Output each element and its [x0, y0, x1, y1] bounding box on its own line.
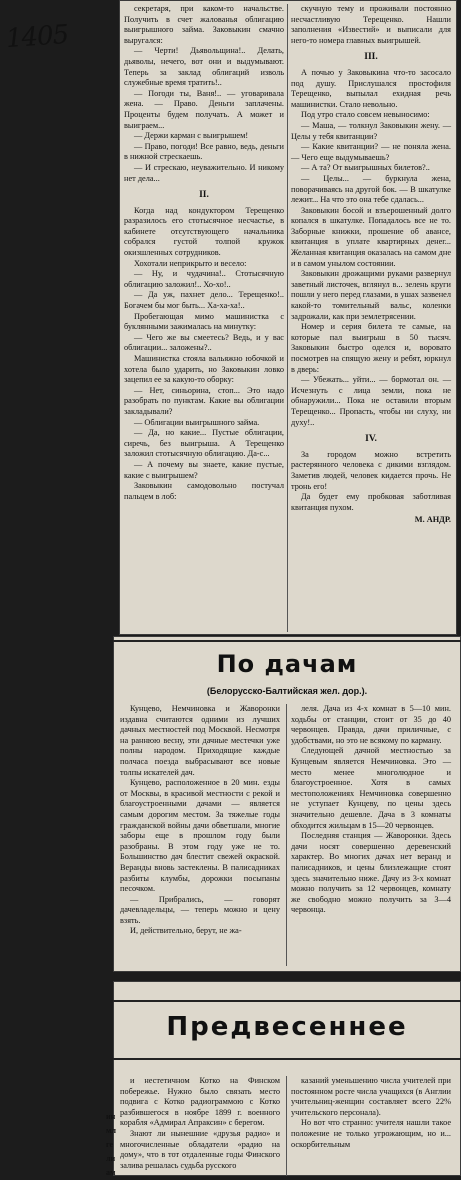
- paragraph: — Убежать... уйти... — бормотал он. — Исчезнуть с лица земли, пока не обнаружили... Пока не оставили вторым Терещенко... Пропасть, чтобы ни слуху, ни духу!..: [291, 375, 451, 427]
- paragraph: скучную тему и проживали постоянно несчастливую Терещенко. Нашли заполнения «Известий» и выписали для него-то номера главных выигрышей.: [291, 4, 451, 45]
- paragraph: — Право, погоди! Все равно, ведь, деньги в нижной стрескаешь.: [124, 141, 284, 162]
- article-subtitle: (Белорусско-Балтийская жел. дор.).: [206, 686, 368, 696]
- paragraph: Заковыкин босой и взъерошенный долго копался в шкатулке. Попадалось все не то. Заборные книжки, прошение об авансе, квитанция в уплате квартирных денег... Желанная квитанция оказалась на самом дне и в самом унылом состоянии.: [291, 205, 451, 268]
- paragraph: Номер и серия билета те самые, на которые пал выигрыш в 50 тысяч. Заковыкин быстро оделся и, воровато посмотрев на спящую жену и ребят, юркнул в дверь:: [291, 322, 451, 374]
- paragraph: Заковыкин дрожащими руками развернул заветный листочек, вглянул в... зелень круги пошли у него перед глазами, в ушах зазвенел какой-то томительный вальс, коленки задрожали, как при землетрясении.: [291, 269, 451, 321]
- section-number: III.: [364, 52, 378, 63]
- section-number: IV.: [365, 434, 377, 445]
- paragraph: — А та? От выигрышных билетов?..: [301, 163, 430, 173]
- adjacent-column-fragment: [106, 1110, 116, 1180]
- paragraph: — А почему вы знаете, какие пустые, какие с выигрышем?: [124, 459, 284, 480]
- paragraph: Знают ли нынешние «друзья радио» и многочисленные обладатели «радио на дому», что в тот отдаленные годы Финского залива решалась судьба русского: [120, 1128, 280, 1170]
- paragraph: — Прибрались, — говорят дачевладельцы, — теперь можно и цену взять.: [120, 894, 280, 925]
- paragraph: Под утро стало совсем невыносимо:: [301, 110, 430, 120]
- paragraph: Да будет ему пробковая заботливая квитанция пухом.: [291, 492, 451, 512]
- paragraph: Заковыкин самодовольно постучал пальцем в лоб:: [124, 481, 284, 501]
- paragraph: Кунцево, Немчиновка и Жаворонки издавна считаются одними из лучших дачных местностей под Москвой. Несмотря на раннюю весну, эти дачные местечки уже полны народом. Приходящие каждые полчаса поезда выбрасывают все новые толпы искателей дач.: [120, 704, 280, 777]
- section-number: II.: [199, 190, 209, 201]
- article-column-left: [120, 1076, 280, 1171]
- paragraph: Но вот что странно: учителя нашли такое положение не только угрожающим, но и... оскорбительным: [291, 1118, 451, 1149]
- article-column-right: [291, 704, 451, 916]
- fragment-text: ам: [106, 1168, 116, 1177]
- paragraph: Последняя станция — Жаворонки. Здесь дачи носят совершенно деревенский характер. Во многих дачах нет веранд и палисадников, и цены близлежащие стоят здесь значительно ниже. Дачу из 3-х комнат можно получить за 12 червонцев, комнату же свободно можно получить за 3—4 червонца.: [291, 831, 451, 915]
- paragraph: — Да уж, пахнет дело... Терещенко!.. Богачем бы мог быть... Ха-ха-ха!..: [124, 290, 284, 311]
- paragraph: — Да, но какие... Пустые облигации, сиречь, без выигрыша. А Терещенко заложил стотысячную облигацию. Да-с...: [124, 428, 284, 459]
- section-rule: [113, 1000, 461, 1002]
- paragraph: — Ну, и чудачина!.. Стотысячную облигацию заложил!.. Хо-хо!..: [124, 269, 284, 289]
- article-title: По дачам: [216, 650, 358, 678]
- paragraph: — И стрескаю, неуважительно. И никому нет дела...: [124, 162, 284, 183]
- paragraph: Пробегающая мимо машинистка с буклянными зажималась на минутку:: [124, 311, 284, 332]
- paragraph: Следующей дачной местностью за Кунцевым является Немчиновка. Это — место менее многолюдное и благоустроенное. Хотя в самых местоположениях Немчиновка совершенно не уступает Кунцеву, по цены здесь значительно дешевле. Дача в 3 комнаты обходится жильцам в 15—20 червонцев.: [291, 746, 451, 830]
- paragraph: — Чего же вы смеетесь? Ведь, и у вас облигации... заложены?..: [124, 332, 284, 353]
- section-rule: [113, 1058, 461, 1060]
- article-column-right: [291, 1076, 451, 1150]
- paragraph: Хохотали неприкрыто и весело:: [134, 258, 247, 268]
- article-title: Предвесеннее: [166, 1012, 408, 1042]
- column-divider: [286, 1076, 287, 1176]
- paragraph: — Облигации выигрышного займа.: [134, 417, 260, 427]
- paragraph: — Погоди ты, Ваня!.. — уговаривала жена. — Право. Деньги заплачены. Проценты будем получать. А может и выиграем...: [124, 88, 284, 130]
- fragment-text: ге: [106, 1140, 114, 1149]
- author-signature: М. АНДР.: [414, 515, 451, 525]
- paragraph: — Маша, — толкнул Заковыкин жену. — Целы у тебя квитанции?: [291, 120, 451, 141]
- paragraph: — Черти! Дьявольщина!.. Делать, дьяволы, нечего, вот они и выдумывают. Теперь за заклад облигаций изволь служебные время тратить!..: [124, 46, 284, 88]
- paragraph: леля. Дача из 4-х комнат в 5—10 мин. ходьбы от станции, стоит от 35 до 40 червонцев. Правда, дачи приличные, с удобствами, но это не всякому по карману.: [291, 704, 451, 745]
- paragraph: И, действительно, берут, не жа-: [130, 926, 242, 936]
- paragraph: Когда над кондуктором Терещенко разразилось его стотысячное несчастье, в кабинете отсутствующего начальника собрался густой толпой кружок окизшленных сотрудников.: [124, 205, 284, 258]
- handwritten-page-number: 1405: [5, 19, 70, 55]
- paragraph: Кунцево, расположенное в 20 мин. езды от Москвы, в красивой местности с рекой и благоустроенными дачами — является самым дорогим местом. За тяжелые годы гражданской войны дачи обветшали, многие заборы еще в прошлом году были разобраны. В этом году уже не то. Большинство дач блестит свежей окраской. Веранды вновь застеклены. В палисадниках разбиты клумбы, дорожки посыпаны песочком.: [120, 778, 280, 894]
- fragment-text: ин: [106, 1112, 116, 1121]
- paragraph: Машинистка стояла вальяжно юбочкой и хотела было ударить, но Заковыкин ловко зацепил ее за какую-то оборку:: [124, 354, 284, 385]
- paragraph: — Целы... — буркнула жена, поворачиваясь на другой бок. — В шкатулке лежит... На что это она тебе сдалась...: [291, 173, 451, 205]
- paragraph: За городом можно встретить растерянного человека с дикими взглядом. Заметив людей, человек кидается прочь. Не тронь его!: [291, 449, 451, 491]
- fragment-text: ли: [106, 1154, 116, 1163]
- paragraph: А почью у Заковыкина что-то засосало под душу. Прислушался простофиля Терещенко, выпылал ехидная речь машинистки. Стало невольно.: [291, 67, 451, 109]
- paragraph: — Какие квитанции? — не поняла жена. — Чего еще выдумываешь?: [291, 142, 451, 162]
- column-divider: [286, 704, 287, 966]
- story-column-left: [124, 4, 284, 502]
- paragraph: — Нет, синьорина, стоп... Это надо разобрать по пунктам. Какие вы облигации закладывали?: [124, 385, 284, 416]
- article-column-left: [120, 704, 280, 937]
- fragment-text: мл: [106, 1126, 116, 1135]
- paragraph: и нестетичном Котко на Финском побережье. Нужно было связать место подвига с Котко радиограммою с Котко разбившегося в ноябре 1899 г. военного корабля «Адмирал Апраксин» с берегом.: [120, 1076, 280, 1128]
- column-divider: [287, 4, 288, 632]
- story-column-right: [291, 4, 451, 526]
- paragraph: — Держи карман с выигрышем!: [134, 131, 249, 141]
- section-rule: [113, 640, 461, 642]
- paragraph: секретаря, при каком-то начальстве. Получить в счет жалованья облигацию выигрышного займа. Заковыкин смачно выругался:: [124, 4, 284, 45]
- paragraph: казаний уменьшению числа учителей при постоянном росте числа учащихся (в Англии учительниц-женщин составляет всего 22% учительского персонала).: [291, 1076, 451, 1117]
